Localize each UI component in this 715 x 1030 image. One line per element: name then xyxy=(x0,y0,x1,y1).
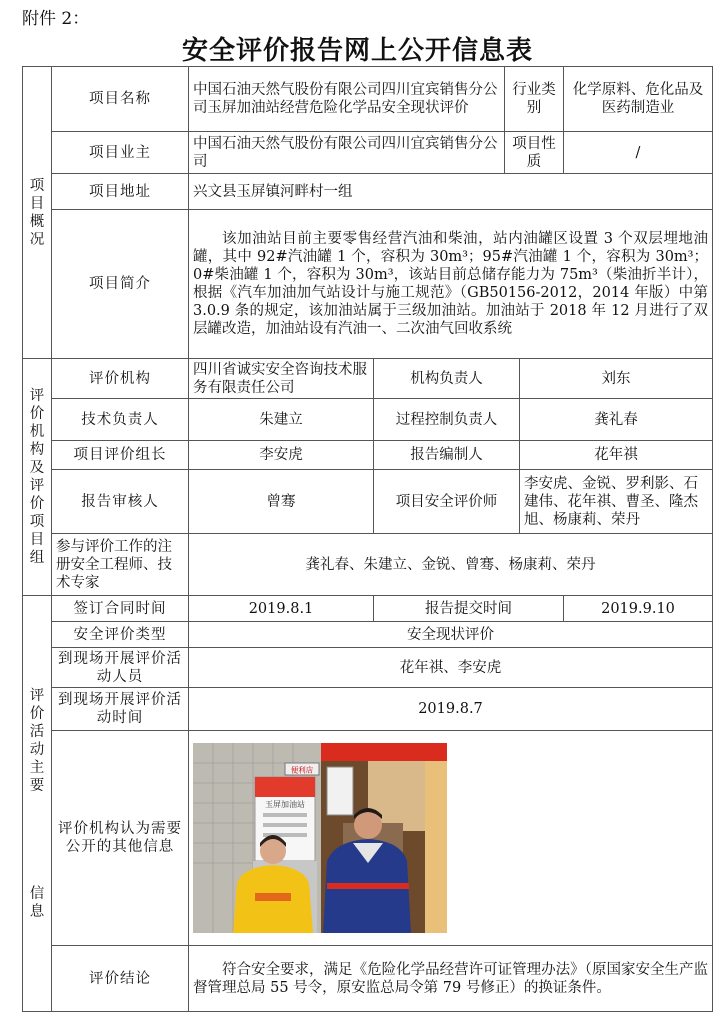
agency-label: 评价机构 xyxy=(52,359,189,399)
conclusion-label: 评价结论 xyxy=(52,946,189,1012)
eval-type-label: 安全评价类型 xyxy=(52,622,189,648)
site-staff-value: 花年祺、李安虎 xyxy=(189,648,713,688)
team-leader-label: 项目评价组长 xyxy=(52,441,189,470)
submit-date-value: 2019.9.10 xyxy=(564,596,713,622)
project-nature-label: 项目性质 xyxy=(505,132,564,174)
team-leader-value: 李安虎 xyxy=(189,441,374,470)
report-reviewer-value: 曾骞 xyxy=(189,470,374,534)
engineers-value: 龚礼春、朱建立、金锐、曾骞、杨康莉、荣丹 xyxy=(189,534,713,596)
project-owner-value: 中国石油天然气股份有限公司四川宜宾销售分公司 xyxy=(189,132,505,174)
process-control-label: 过程控制负责人 xyxy=(374,399,520,441)
agency-value: 四川省诚实安全咨询技术服务有限责任公司 xyxy=(189,359,374,399)
contract-date-label: 签订合同时间 xyxy=(52,596,189,622)
photo-sign-main: 玉屏加油站 xyxy=(265,800,305,809)
section-info: 信息 xyxy=(29,885,45,920)
project-address-value: 兴文县玉屏镇河畔村一组 xyxy=(189,174,713,210)
agency-head-value: 刘东 xyxy=(520,359,713,399)
agency-head-label: 机构负责人 xyxy=(374,359,520,399)
section-org: 评价机构及评价项目组 xyxy=(23,359,52,596)
page-title: 安全评价报告网上公开信息表 xyxy=(181,36,533,66)
eval-type-value: 安全现状评价 xyxy=(189,622,713,648)
section-activity: 评价活动主要 信息 xyxy=(23,596,52,1012)
conclusion-value: 符合安全要求，满足《危险化学品经营许可证管理办法》（原国家安全生产监督管理总局 55 号令，原安监总局令第 79 号修正）的换证条件。 xyxy=(189,946,713,1012)
info-table xyxy=(22,66,713,1012)
project-intro-value: 该加油站目前主要零售经营汽油和柴油，站内油罐区设置 3 个双层埋地油罐，其中 92#汽油罐 1 个，容积为 30m³；95#汽油罐 1 个，容积为 30m³；0#柴油罐 1 个，容积为 30m³，该站目前总储存能力为 75m³（柴油折半计），根据《汽车加油加气站设计与施工规范》（GB50156-2012，2014 年版）中第 3.0.9 条的规定，该加油站属于三级加油站。加油站于 2018 年 12 月进行了双层罐改造，加油站设有汽油一、二次油气回收系统 xyxy=(189,210,713,359)
report-writer-value: 花年祺 xyxy=(520,441,713,470)
project-name-value: 中国石油天然气股份有限公司四川宜宾销售分公司玉屏加油站经营危险化学品安全现状评价 xyxy=(189,67,505,132)
attachment-label: 附件 2： xyxy=(22,9,90,29)
project-nature-value: / xyxy=(564,132,713,174)
industry-label: 行业类别 xyxy=(505,67,564,132)
tech-lead-value: 朱建立 xyxy=(189,399,374,441)
site-time-label: 到现场开展评价活动时间 xyxy=(52,688,189,731)
tech-lead-label: 技术负责人 xyxy=(52,399,189,441)
process-control-value: 龚礼春 xyxy=(520,399,713,441)
submit-date-label: 报告提交时间 xyxy=(374,596,564,622)
industry-value: 化学原料、危化品及医药制造业 xyxy=(564,67,713,132)
project-intro-label: 项目简介 xyxy=(52,210,189,359)
site-time-value: 2019.8.7 xyxy=(189,688,713,731)
contract-date-value: 2019.8.1 xyxy=(189,596,374,622)
project-name-label: 项目名称 xyxy=(52,67,189,132)
safety-evaluators-value: 李安虎、金锐、罗利影、石建伟、花年祺、曹圣、隆杰旭、杨康莉、荣丹 xyxy=(520,470,713,534)
section-overview: 项目概况 xyxy=(23,67,52,359)
site-photo-image xyxy=(193,743,447,933)
site-photo xyxy=(193,743,447,933)
project-address-label: 项目地址 xyxy=(52,174,189,210)
photo-sign-top: 便利店 xyxy=(290,765,314,775)
safety-evaluators-label: 项目安全评价师 xyxy=(374,470,520,534)
other-info-cell xyxy=(189,731,713,946)
report-reviewer-label: 报告审核人 xyxy=(52,470,189,534)
report-writer-label: 报告编制人 xyxy=(374,441,520,470)
engineers-label: 参与评价工作的注册安全工程师、技术专家 xyxy=(52,534,189,596)
site-staff-label: 到现场开展评价活动人员 xyxy=(52,648,189,688)
project-owner-label: 项目业主 xyxy=(52,132,189,174)
other-info-label: 评价机构认为需要公开的其他信息 xyxy=(52,731,189,946)
